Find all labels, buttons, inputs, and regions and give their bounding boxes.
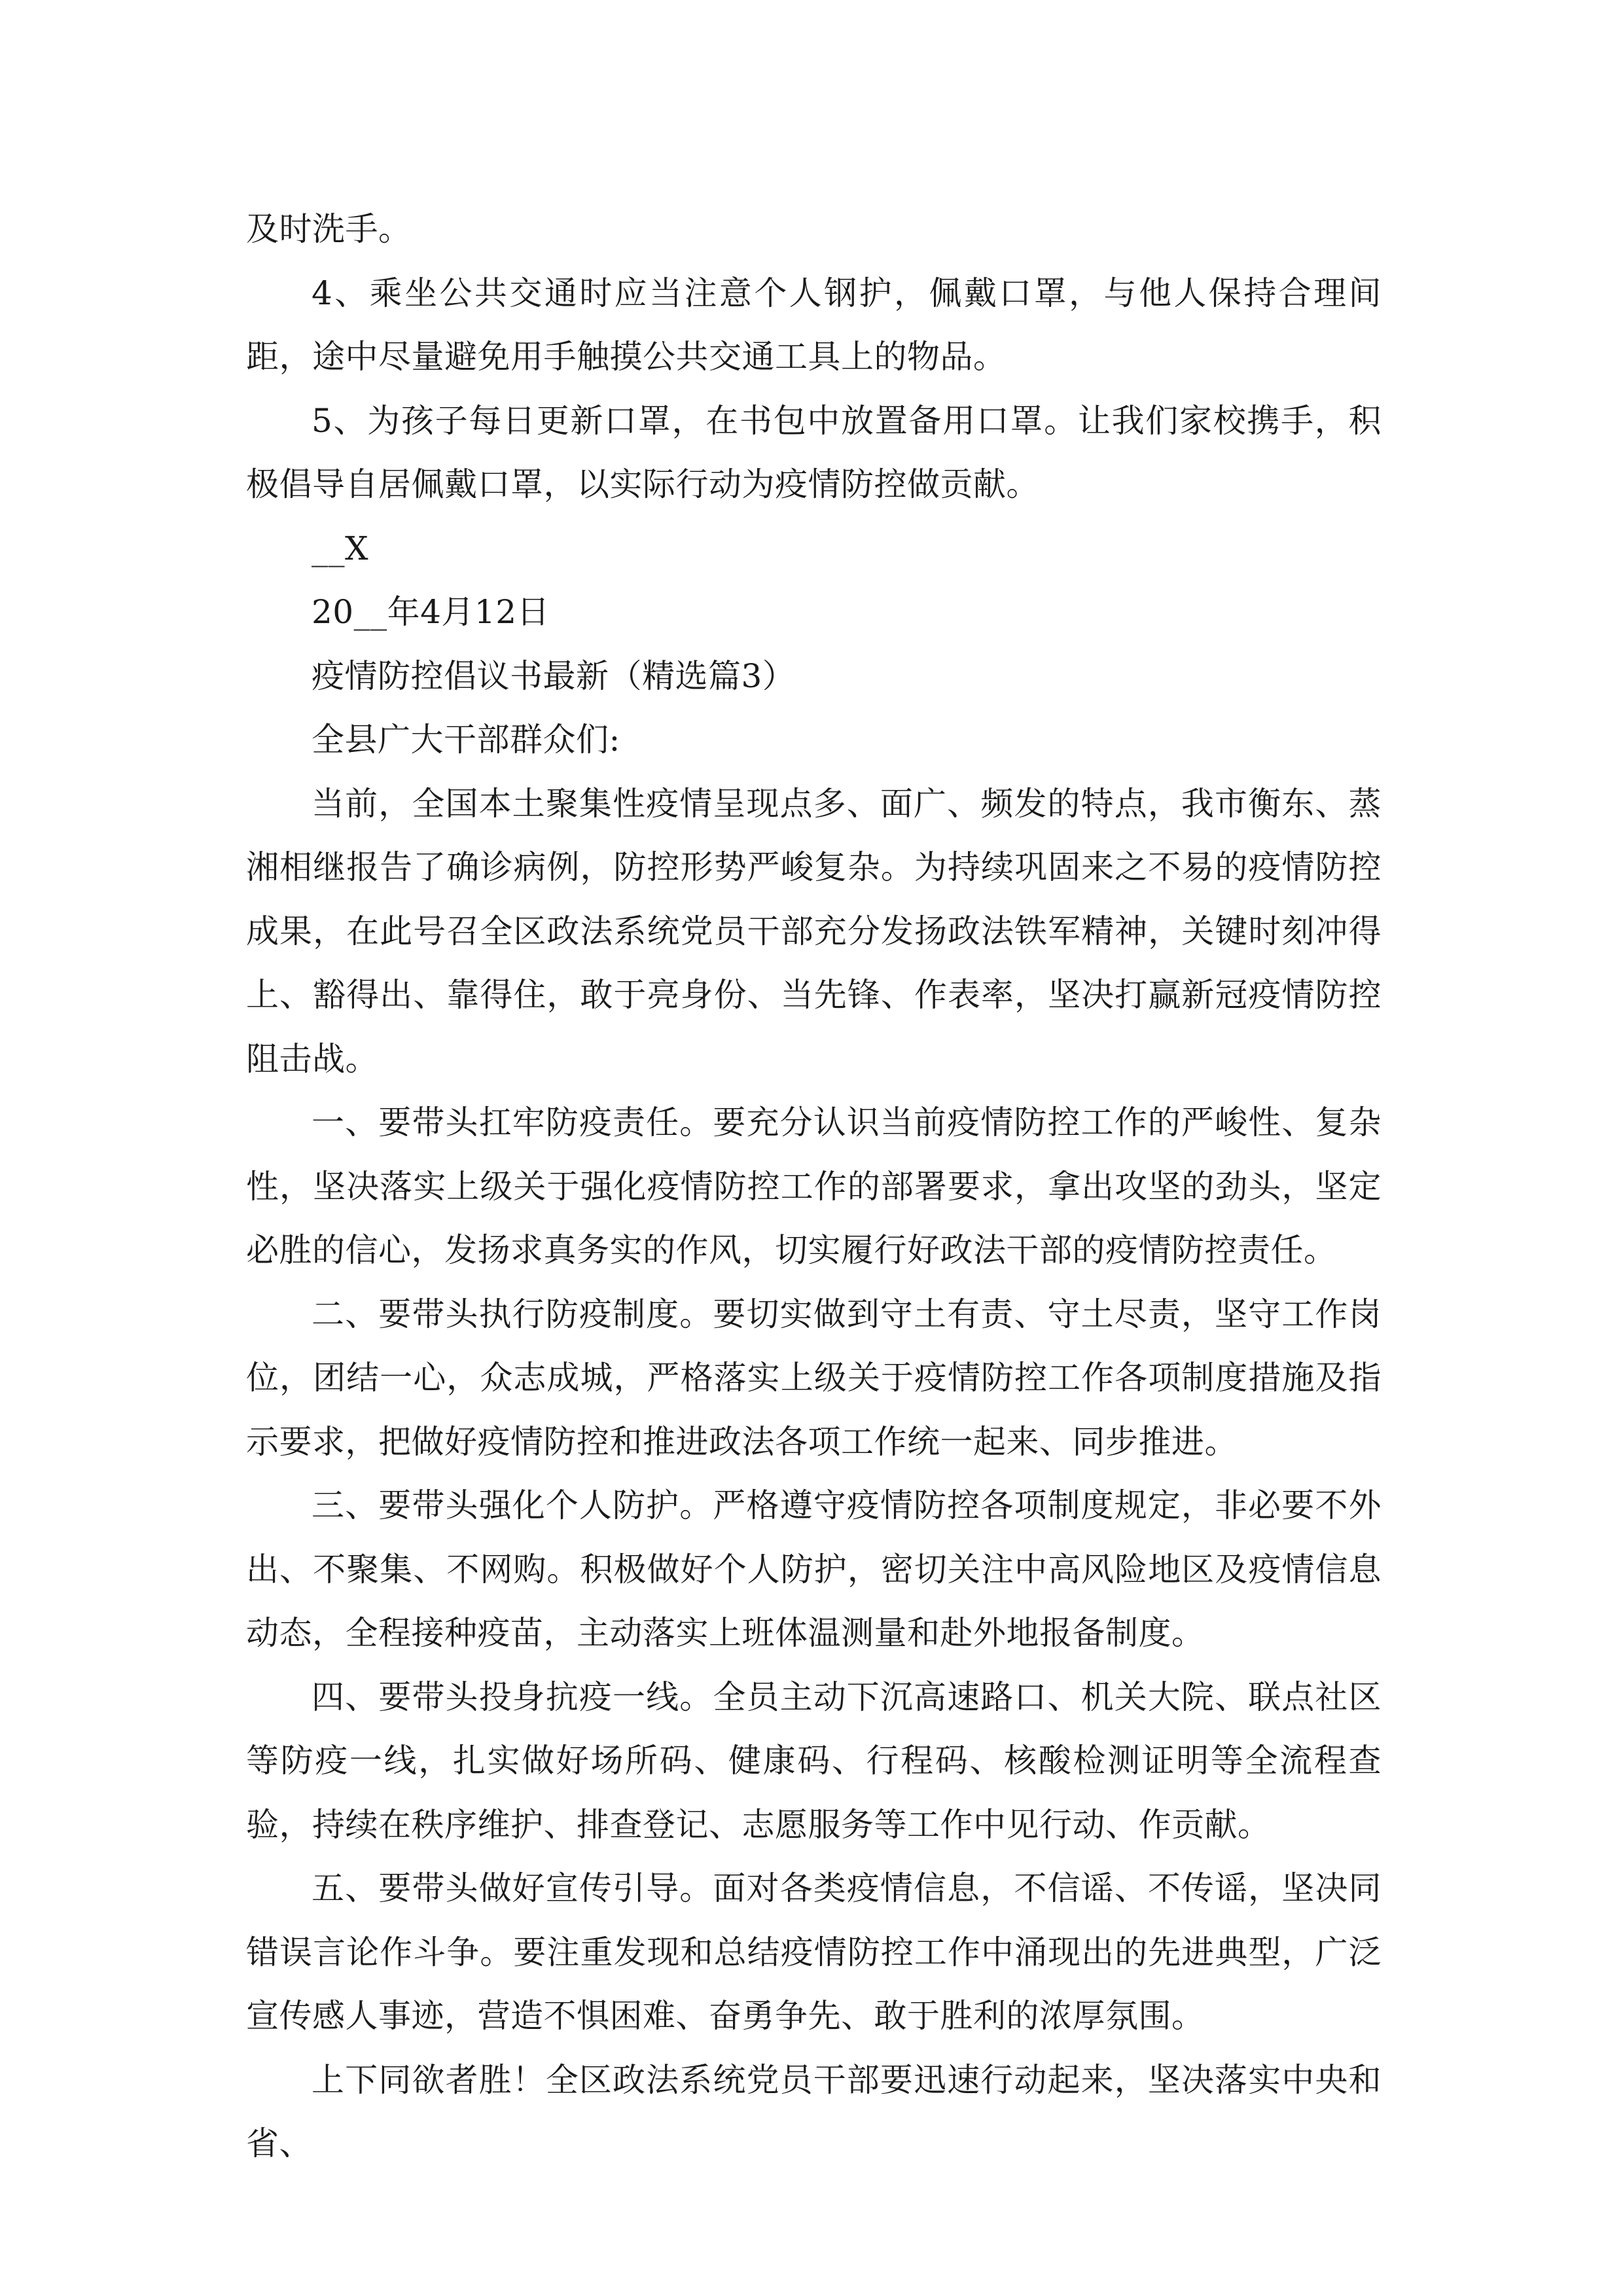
- salutation: 全县广大干部群众们:: [312, 721, 620, 759]
- paragraph-point-1: 一、要带头扛牢防疫责任。要充分认识当前疫情防控工作的严峻性、复杂性，坚决落实上级关于强化疫情防控工作的部署要求，拿出攻坚的劲头，坚定必胜的信心，发扬求真务实的作风，切实履行好政法干部的疫情防控责任。: [246, 1103, 1382, 1269]
- paragraph-continuation: 及时洗手。: [246, 210, 412, 248]
- document-body: [246, 198, 1382, 2176]
- signature-placeholder: __X: [312, 529, 369, 567]
- paragraph-item-4: 4、乘坐公共交通时应当注意个人钢护，佩戴口罩，与他人保持合理间距，途中尽量避免用手触摸公共交通工具上的物品。: [246, 274, 1382, 376]
- paragraph-point-3: 三、要带头强化个人防护。严格遵守疫情防控各项制度规定，非必要不外出、不聚集、不网购。积极做好个人防护，密切关注中高风险地区及疫情信息动态，全程接种疫苗，主动落实上班体温测量和赴外地报备制度。: [246, 1486, 1382, 1652]
- paragraph-point-2: 二、要带头执行防疫制度。要切实做到守土有责、守土尽责，坚守工作岗位，团结一心，众志成城，严格落实上级关于疫情防控工作各项制度措施及指示要求，把做好疫情防控和推进政法各项工作统一起来、同步推进。: [246, 1295, 1382, 1461]
- date-line: 20__年4月12日: [312, 593, 550, 631]
- paragraph-closing: 上下同欲者胜！全区政法系统党员干部要迅速行动起来，坚决落实中央和省、: [246, 2060, 1382, 2162]
- section-title: 疫情防控倡议书最新（精选篇3）: [312, 656, 796, 695]
- paragraph-item-5: 5、为孩子每日更新口罩，在书包中放置备用口罩。让我们家校携手，积极倡导自居佩戴口罩，以实际行动为疫情防控做贡献。: [246, 401, 1382, 503]
- paragraph-intro: 当前，全国本土聚集性疫情呈现点多、面广、频发的特点，我市衡东、蒸湘相继报告了确诊病例，防控形势严峻复杂。为持续巩固来之不易的疫情防控成果，在此号召全区政法系统党员干部充分发扬政法铁军精神，关键时刻冲得上、豁得出、靠得住，敢于亮身份、当先锋、作表率，坚决打赢新冠疫情防控阻击战。: [246, 784, 1382, 1078]
- paragraph-point-4: 四、要带头投身抗疫一线。全员主动下沉高速路口、机关大院、联点社区等防疫一线，扎实做好场所码、健康码、行程码、核酸检测证明等全流程查验，持续在秩序维护、排查登记、志愿服务等工作中见行动、作贡献。: [246, 1677, 1382, 1844]
- paragraph-point-5: 五、要带头做好宣传引导。面对各类疫情信息，不信谣、不传谣，坚决同错误言论作斗争。要注重发现和总结疫情防控工作中涌现出的先进典型，广泛宣传感人事迹，营造不惧困难、奋勇争先、敢于胜利的浓厚氛围。: [246, 1869, 1382, 2035]
